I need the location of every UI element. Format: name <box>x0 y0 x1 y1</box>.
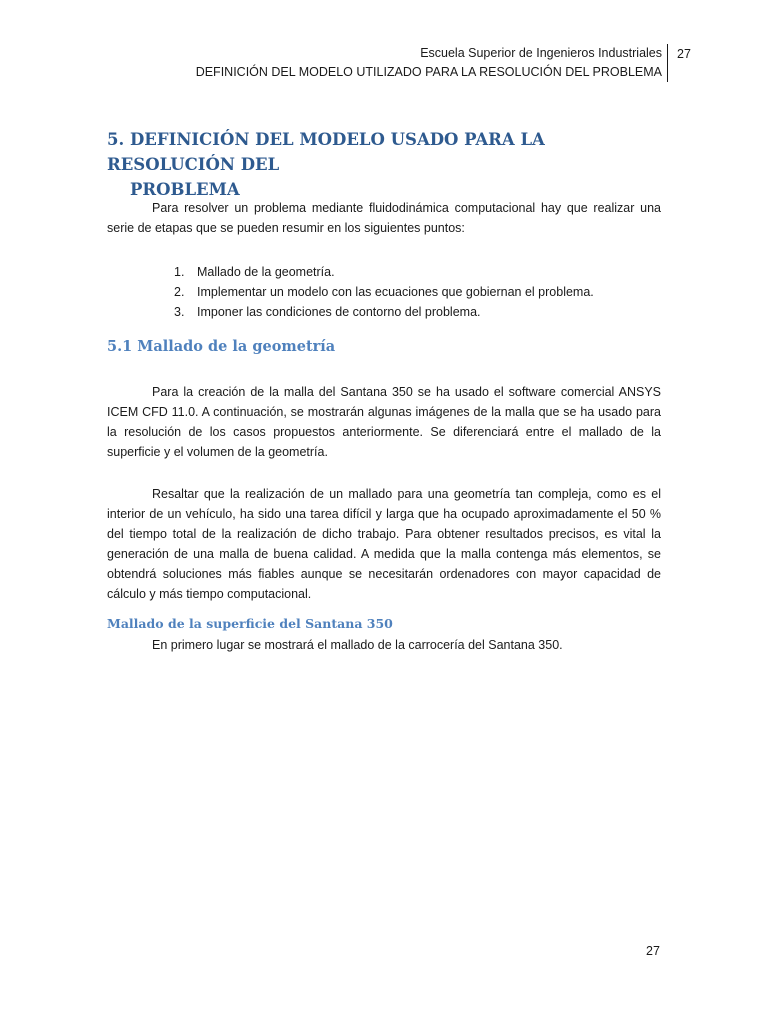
subsection-paragraph: En primero lugar se mostrará el mallado de la carrocería del Santana 350. <box>152 638 563 652</box>
header-page-number: 27 <box>677 47 691 61</box>
running-header <box>196 44 662 82</box>
list-item-text: Implementar un modelo con las ecuaciones que gobiernan el problema. <box>197 285 594 299</box>
mesh-paragraph: Para la creación de la malla del Santana 350 se ha usado el software comercial ANSYS ICEM CFD 11.0. A continuación, se mostrarán algunas imágenes de la malla que se ha usado para la resolución de los casos propuestos anteriormente. Se diferenciará entre el mallado de la superficie y el volumen de la geometría. <box>107 385 661 459</box>
list-item-number: 1. <box>174 265 185 279</box>
chapter-number: 5. <box>107 130 125 149</box>
chapter-title-line1: DEFINICIÓN DEL MODELO USADO PARA LA RESOLUCIÓN DEL <box>107 130 545 174</box>
subsection-heading: Mallado de la superficie del Santana 350 <box>107 616 393 631</box>
list-item-number: 3. <box>174 305 185 319</box>
effort-paragraph: Resaltar que la realización de un mallado para una geometría tan compleja, como es el interior de un vehículo, ha sido una tarea difícil y larga que ha ocupado aproximadamente el 50 % del tiempo total de la realización de dicho trabajo. Para obtener resultados precisos, es vital la generación de una malla de buena calidad. A medida que la malla contenga más elementos, se obtendrá soluciones más fiables aunque se necesitarán ordenadores con mayor capacidad de cálculo y más tiempo computacional. <box>107 487 661 601</box>
section-heading: 5.1 Mallado de la geometría <box>107 338 336 355</box>
header-divider <box>667 44 668 82</box>
intro-paragraph: Para resolver un problema mediante fluidodinámica computacional hay que realizar una serie de etapas que se pueden resumir en los siguientes puntos: <box>107 201 661 235</box>
list-item <box>174 262 594 282</box>
footer-page-number: 27 <box>646 944 660 958</box>
steps-list <box>174 262 594 322</box>
header-institution: Escuela Superior de Ingenieros Industriales <box>420 46 662 60</box>
chapter-title-line2: PROBLEMA <box>130 180 240 199</box>
list-item <box>174 282 594 302</box>
header-chapter-title: DEFINICIÓN DEL MODELO UTILIZADO PARA LA RESOLUCIÓN DEL PROBLEMA <box>195 65 662 79</box>
list-item <box>174 302 594 322</box>
chapter-heading <box>107 127 667 202</box>
list-item-text: Imponer las condiciones de contorno del problema. <box>197 305 481 319</box>
list-item-text: Mallado de la geometría. <box>197 265 335 279</box>
list-item-number: 2. <box>174 285 185 299</box>
